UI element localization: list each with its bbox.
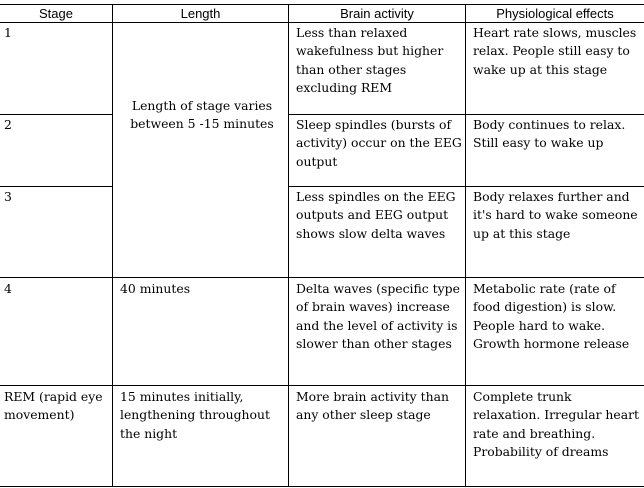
- brain-activity-stage-3: Less spindles on the EEG outputs and EEG output shows slow delta waves: [296, 189, 456, 241]
- row-divider-2-3-stage: [0, 186, 112, 187]
- header-brain-activity: Brain activity: [340, 6, 414, 21]
- brain-activity-stage-2: Sleep spindles (bursts of activity) occur on the EEG output: [296, 117, 462, 169]
- brain-activity-stage-1: Less than relaxed wakefulness but higher than other stages excluding REM: [296, 25, 444, 95]
- effects-stage-2: Body continues to relax. Still easy to wake up: [473, 117, 626, 151]
- stage-1: 1: [4, 25, 12, 40]
- stage-4: 4: [4, 281, 12, 296]
- effects-rem: Complete trunk relaxation. Irregular heart rate and breathing. Probability of dreams: [473, 389, 640, 459]
- header-stage: Stage: [39, 6, 73, 21]
- header-divider: [0, 22, 644, 23]
- header-length: Length: [180, 6, 221, 21]
- table-border-top: [0, 4, 644, 5]
- effects-stage-3: Body relaxes further and it's hard to wake someone up at this stage: [473, 189, 638, 241]
- stage-rem: REM (rapid eye movement): [4, 389, 103, 423]
- effects-stage-4: Metabolic rate (rate of food digestion) is slow. People hard to wake. Growth hormone release: [473, 281, 630, 351]
- brain-activity-rem: More brain activity than any other sleep stage: [296, 389, 449, 423]
- row-divider-3-4: [0, 277, 644, 278]
- row-divider-1-2-stage: [0, 114, 112, 115]
- effects-stage-1: Heart rate slows, muscles relax. People still easy to wake up at this stage: [473, 25, 637, 77]
- stage-3: 3: [4, 189, 12, 204]
- length-stage-4: 40 minutes: [120, 281, 191, 296]
- table-border-bottom: [0, 486, 644, 487]
- row-divider-1-2: [288, 114, 644, 115]
- column-divider-3: [465, 4, 466, 487]
- length-stages-1-3: Length of stage varies between 5 -15 minutes: [130, 98, 274, 132]
- length-rem: 15 minutes initially, lengthening throughout the night: [120, 389, 270, 441]
- row-divider-2-3: [288, 186, 644, 187]
- brain-activity-stage-4: Delta waves (specific type of brain waves) increase and the level of activity is slower than other stages: [296, 281, 460, 351]
- column-divider-2: [288, 4, 289, 487]
- column-divider-1: [112, 4, 113, 487]
- stage-2: 2: [4, 117, 12, 132]
- row-divider-4-rem: [0, 385, 644, 386]
- header-physiological-effects: Physiological effects: [496, 6, 614, 21]
